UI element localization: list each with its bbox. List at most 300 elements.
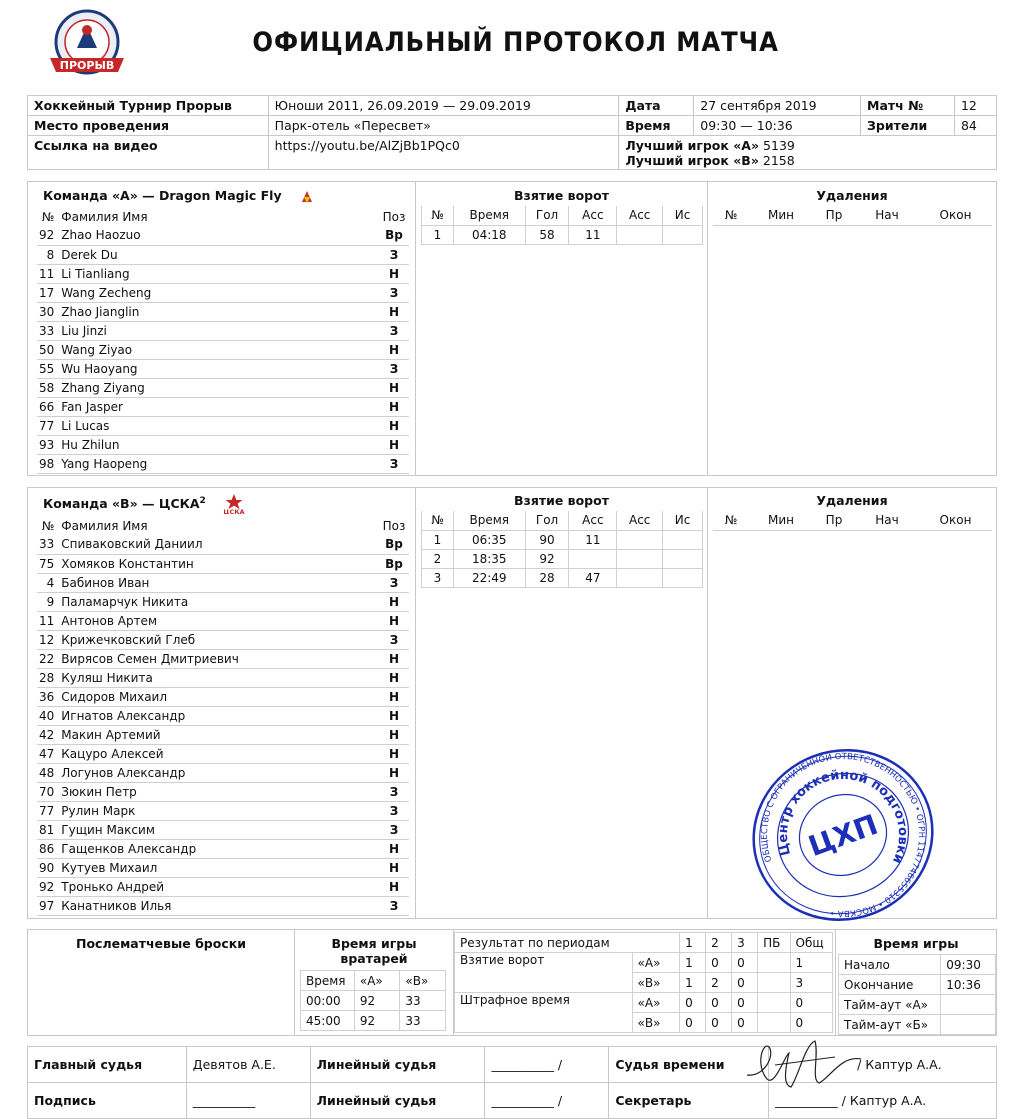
column-header: Мин [749, 511, 813, 530]
goalie-time-table [300, 970, 446, 1031]
player-name: Кутуев Михаил [59, 858, 379, 877]
row-label: Штрафное время [455, 993, 633, 1033]
column-header: № [422, 511, 454, 530]
column-header: Пр [813, 511, 855, 530]
team-b-penalties-title: Удаления [816, 493, 888, 508]
team-label: «А» [632, 993, 680, 1013]
column-header: Время [453, 511, 525, 530]
goal-cell [617, 549, 663, 568]
timekeeper-label: Судья времени [609, 1047, 769, 1083]
date-label: Дата [619, 96, 694, 116]
player-position: Н [379, 592, 409, 611]
team-b-penalties-table [713, 511, 992, 531]
logo-text: ПРОРЫВ [59, 59, 115, 72]
venue-value: Парк-отель «Пересвет» [268, 116, 619, 136]
period-value [758, 973, 790, 993]
team-label: «А» [632, 953, 680, 973]
secretary-label: Секретарь [609, 1083, 769, 1119]
period-value: 0 [732, 973, 758, 993]
team-a-goals-title: Взятие ворот [514, 188, 609, 203]
col-name-header: Фамилия Имя [61, 209, 148, 224]
goalie-cell: 33 [400, 991, 446, 1011]
table-row [37, 245, 409, 264]
period-value: 0 [732, 1013, 758, 1033]
table-row [37, 858, 409, 877]
goal-cell [663, 568, 703, 587]
period-results-table [454, 932, 833, 1033]
column-header: 1 [680, 933, 706, 953]
player-position: Н [379, 340, 409, 359]
player-name: Спиваковский Даниил [59, 535, 379, 554]
goal-cell [663, 225, 703, 244]
period-value: 0 [732, 953, 758, 973]
player-position: З [379, 359, 409, 378]
column-header: «А» [354, 971, 400, 991]
player-name: Кацуро Алексей [59, 744, 379, 763]
team-a-roster [37, 207, 409, 474]
player-name: Li Lucas [59, 416, 379, 435]
period-value [758, 1013, 790, 1033]
player-number: 92 [37, 877, 59, 896]
goal-row [422, 530, 703, 549]
player-name: Liu Jinzi [59, 321, 379, 340]
sign-label: Подпись [28, 1083, 187, 1119]
table-row [37, 573, 409, 592]
goal-cell: 58 [525, 225, 569, 244]
table-row [37, 554, 409, 573]
goal-cell [617, 530, 663, 549]
line-ref-label-1: Линейный судья [310, 1047, 485, 1083]
player-name: Паламарчук Никита [59, 592, 379, 611]
player-position: Н [379, 858, 409, 877]
table-row [301, 991, 446, 1011]
player-name: Бабинов Иван [59, 573, 379, 592]
table-row [37, 782, 409, 801]
team-label: «В» [632, 1013, 680, 1033]
period-header-row [455, 933, 833, 953]
goal-cell: 22:49 [453, 568, 525, 587]
player-number: 92 [37, 226, 59, 245]
player-position: Н [379, 397, 409, 416]
venue-label: Место проведения [28, 116, 269, 136]
player-number: 48 [37, 763, 59, 782]
player-position: Н [379, 839, 409, 858]
goal-cell [663, 530, 703, 549]
goal-cell: 1 [422, 530, 454, 549]
table-row [37, 630, 409, 649]
player-name: Гущин Максим [59, 820, 379, 839]
team-b-goals-table [421, 511, 703, 588]
tournament-desc: Юноши 2011, 26.09.2019 — 29.09.2019 [268, 96, 619, 116]
timeout-a-label: Тайм-аут «А» [839, 995, 941, 1015]
player-name: Derek Du [59, 245, 379, 264]
player-name: Wu Haoyang [59, 359, 379, 378]
period-value: 1 [790, 953, 832, 973]
player-name: Li Tianliang [59, 264, 379, 283]
player-name: Сидоров Михаил [59, 687, 379, 706]
team-b-goals-title: Взятие ворот [514, 493, 609, 508]
player-name: Антонов Артем [59, 611, 379, 630]
column-header: № [713, 511, 749, 530]
main-ref-label: Главный судья [28, 1047, 187, 1083]
player-number: 97 [37, 896, 59, 915]
player-position: Н [379, 611, 409, 630]
column-header: «В» [400, 971, 446, 991]
column-header: Окон [919, 511, 992, 530]
player-position: Н [379, 763, 409, 782]
table-row [37, 687, 409, 706]
period-value: 0 [790, 993, 832, 1013]
spectators-label: Зрители [861, 116, 955, 136]
goal-cell [617, 568, 663, 587]
player-name: Тронько Андрей [59, 877, 379, 896]
official-stamp [748, 748, 938, 923]
goalie-cell: 00:00 [301, 991, 355, 1011]
line-ref-label-2: Линейный судья [310, 1083, 485, 1119]
line-ref-value-1: __________ / [485, 1047, 609, 1083]
goal-cell: 18:35 [453, 549, 525, 568]
table-row [37, 321, 409, 340]
player-number: 22 [37, 649, 59, 668]
player-number: 55 [37, 359, 59, 378]
table-row [455, 953, 833, 973]
team-a-penalties-table [713, 206, 992, 226]
table-row [37, 226, 409, 245]
col-pos-header: Поз [382, 209, 406, 224]
player-name: Хомяков Константин [59, 554, 379, 573]
period-value [758, 993, 790, 1013]
player-position: Н [379, 649, 409, 668]
start-value: 09:30 [941, 955, 996, 975]
goal-cell: 3 [422, 568, 454, 587]
spectators-value: 84 [954, 116, 996, 136]
player-name: Zhao Jianglin [59, 302, 379, 321]
player-name: Вирясов Семен Дмитриевич [59, 649, 379, 668]
goal-row [422, 225, 703, 244]
goalie-cell: 45:00 [301, 1011, 355, 1031]
player-position: Н [379, 302, 409, 321]
goal-cell: 92 [525, 549, 569, 568]
goalie-cell: 33 [400, 1011, 446, 1031]
period-value: 0 [790, 1013, 832, 1033]
player-position: Н [379, 725, 409, 744]
table-row [37, 264, 409, 283]
period-value: 2 [706, 973, 732, 993]
player-number: 33 [37, 535, 59, 554]
svg-text:ЦСКА: ЦСКА [223, 508, 245, 514]
dragon-logo-icon [300, 188, 314, 204]
table-row [37, 668, 409, 687]
end-label: Окончание [839, 975, 941, 995]
table-row [37, 416, 409, 435]
col-name-header: Фамилия Имя [61, 518, 148, 533]
table-row [37, 706, 409, 725]
player-name: Куляш Никита [59, 668, 379, 687]
player-number: 93 [37, 435, 59, 454]
player-position: З [379, 896, 409, 915]
table-row [301, 1011, 446, 1031]
period-value: 0 [732, 993, 758, 1013]
player-position: Н [379, 416, 409, 435]
column-header: ПБ [758, 933, 790, 953]
player-position: Н [379, 264, 409, 283]
team-a-penalties-title: Удаления [816, 188, 888, 203]
goal-row [422, 568, 703, 587]
column-header: Время [301, 971, 355, 991]
goalie-cell: 92 [354, 991, 400, 1011]
goal-cell: 2 [422, 549, 454, 568]
tournament-name: Хоккейный Турнир Прорыв [28, 96, 269, 116]
period-value: 3 [790, 973, 832, 993]
timeout-b-label: Тайм-аут «Б» [839, 1015, 941, 1035]
player-number: 40 [37, 706, 59, 725]
column-header: Общ [790, 933, 832, 953]
player-position: Н [379, 706, 409, 725]
table-row [37, 725, 409, 744]
period-value: 1 [680, 973, 706, 993]
player-number: 28 [37, 668, 59, 687]
goal-cell: 04:18 [453, 225, 525, 244]
player-position: Н [379, 877, 409, 896]
player-number: 50 [37, 340, 59, 359]
table-row [37, 592, 409, 611]
player-name: Рулин Марк [59, 801, 379, 820]
column-header: Асс [617, 206, 663, 225]
goalie-header-row [301, 971, 446, 991]
goalie-cell: 92 [354, 1011, 400, 1031]
col-pos-header: Поз [382, 518, 406, 533]
team-a-goals-table [421, 206, 703, 245]
player-position: Вр [379, 535, 409, 554]
player-position: Н [379, 744, 409, 763]
column-header: Асс [569, 206, 617, 225]
game-time-table [838, 954, 996, 1035]
periods-title: Результат по периодам [455, 933, 680, 953]
player-number: 58 [37, 378, 59, 397]
player-number: 66 [37, 397, 59, 416]
player-position: Н [379, 668, 409, 687]
best-b-label: Лучший игрок «В» [625, 153, 759, 168]
time-label: Время [619, 116, 694, 136]
table-row [37, 359, 409, 378]
player-position: Н [379, 378, 409, 397]
match-info-table [27, 95, 997, 170]
player-name: Zhang Ziyang [59, 378, 379, 397]
page-title: ОФИЦИАЛЬНЫЙ ПРОТОКОЛ МАТЧА [252, 27, 779, 58]
player-number: 98 [37, 454, 59, 473]
stamp-center-text: ЦХП [804, 807, 883, 864]
player-number: 86 [37, 839, 59, 858]
shootout-title: Послематчевые броски [75, 936, 246, 951]
row-label: Взятие ворот [455, 953, 633, 993]
match-label: Матч № [861, 96, 955, 116]
timekeeper-value: / Каптур А.А. [769, 1047, 997, 1083]
goalie-time-title: Время игры вратарей [331, 936, 417, 966]
player-position: Н [379, 435, 409, 454]
player-number: 11 [37, 264, 59, 283]
col-no-header: № [41, 209, 55, 224]
player-number: 33 [37, 321, 59, 340]
best-b-value: 2158 [762, 153, 795, 168]
table-row [37, 896, 409, 915]
player-number: 47 [37, 744, 59, 763]
table-row [37, 302, 409, 321]
table-row [37, 611, 409, 630]
team-label: «В» [632, 973, 680, 993]
player-position: З [379, 321, 409, 340]
player-number: 17 [37, 283, 59, 302]
player-name: Зюкин Петр [59, 782, 379, 801]
period-value: 1 [680, 953, 706, 973]
player-name: Zhao Haozuo [59, 226, 379, 245]
period-value: 0 [706, 1013, 732, 1033]
column-header: Окон [919, 206, 992, 225]
best-a-label: Лучший игрок «А» [625, 138, 760, 153]
player-number: 9 [37, 592, 59, 611]
player-position: З [379, 782, 409, 801]
column-header: Нач [855, 511, 919, 530]
table-row [37, 435, 409, 454]
player-position: З [379, 801, 409, 820]
date-value: 27 сентября 2019 [694, 96, 861, 116]
player-name: Hu Zhilun [59, 435, 379, 454]
column-header: Асс [617, 511, 663, 530]
signature-scribble [745, 1035, 865, 1095]
team-b-title: Команда «В» — ЦСКА$^2$ ЦСКА [43, 494, 248, 514]
match-number: 12 [954, 96, 996, 116]
table-row [37, 283, 409, 302]
column-header: Асс [569, 511, 617, 530]
table-row [37, 649, 409, 668]
table-row [37, 397, 409, 416]
best-players [619, 136, 997, 170]
table-row [37, 454, 409, 473]
goal-cell: 90 [525, 530, 569, 549]
player-number: 75 [37, 554, 59, 573]
player-number: 77 [37, 416, 59, 435]
end-value: 10:36 [941, 975, 996, 995]
goal-cell: 47 [569, 568, 617, 587]
player-number: 8 [37, 245, 59, 264]
player-position: З [379, 630, 409, 649]
player-name: Канатников Илья [59, 896, 379, 915]
period-value: 0 [680, 1013, 706, 1033]
player-number: 81 [37, 820, 59, 839]
player-number: 90 [37, 858, 59, 877]
goal-cell: 11 [569, 225, 617, 244]
player-number: 11 [37, 611, 59, 630]
player-name: Игнатов Александр [59, 706, 379, 725]
column-header: Пр [813, 206, 855, 225]
sign-value: __________ [186, 1083, 310, 1119]
column-header: 3 [732, 933, 758, 953]
player-number: 70 [37, 782, 59, 801]
player-position: Вр [379, 226, 409, 245]
player-number: 36 [37, 687, 59, 706]
team-a-section [27, 181, 997, 476]
player-position: Вр [379, 554, 409, 573]
column-header: Мин [749, 206, 813, 225]
line-ref-value-2: __________ / [485, 1083, 609, 1119]
table-row [37, 535, 409, 554]
table-row [37, 820, 409, 839]
player-position: З [379, 454, 409, 473]
player-name: Yang Haopeng [59, 454, 379, 473]
column-header: 2 [706, 933, 732, 953]
table-row [37, 340, 409, 359]
table-row [37, 744, 409, 763]
col-no-header: № [41, 518, 55, 533]
table-row [37, 763, 409, 782]
player-name: Fan Jasper [59, 397, 379, 416]
player-position: З [379, 573, 409, 592]
team-a-title: Команда «А» — Dragon Magic Fly [43, 188, 314, 204]
svg-text:ОБЩЕСТВО С ОГРАНИЧЕННОЙ ОТВЕТС: ОБЩЕСТВО С ОГРАНИЧЕННОЙ ОТВЕТСТВЕННОСТЬЮ • ОГРН 1147746655310 • МОСКВА • [759, 751, 927, 919]
best-a-value: 5139 [763, 138, 795, 153]
goal-cell: 11 [569, 530, 617, 549]
start-label: Начало [839, 955, 941, 975]
player-number: 77 [37, 801, 59, 820]
player-number: 42 [37, 725, 59, 744]
player-name: Макин Артемий [59, 725, 379, 744]
game-time-title: Время игры [873, 936, 959, 951]
column-header: Ис [663, 511, 703, 530]
column-header: Время [453, 206, 525, 225]
goal-cell: 1 [422, 225, 454, 244]
goal-cell: 28 [525, 568, 569, 587]
column-header: № [422, 206, 454, 225]
period-value: 0 [680, 993, 706, 1013]
period-value: 0 [706, 993, 732, 1013]
player-name: Крижечковский Глеб [59, 630, 379, 649]
video-link[interactable]: https://youtu.be/AlZjBb1PQc0 [268, 136, 619, 170]
player-number: 30 [37, 302, 59, 321]
player-name: Wang Zecheng [59, 283, 379, 302]
secretary-value: __________ / Каптур А.А. [769, 1083, 997, 1119]
goal-cell [569, 549, 617, 568]
period-value: 0 [706, 953, 732, 973]
summary-section [27, 929, 997, 1036]
player-name: Гащенков Александр [59, 839, 379, 858]
time-value: 09:30 — 10:36 [694, 116, 861, 136]
team-b-roster [37, 516, 409, 916]
table-row [455, 993, 833, 1013]
column-header: Гол [525, 206, 569, 225]
player-position: З [379, 245, 409, 264]
period-value [758, 953, 790, 973]
column-header: Гол [525, 511, 569, 530]
table-row [37, 877, 409, 896]
player-number: 4 [37, 573, 59, 592]
cska-logo-icon [220, 494, 248, 514]
table-row [37, 378, 409, 397]
player-position: З [379, 820, 409, 839]
svg-text:Центр хоккейной подготовки: Центр хоккейной подготовки [775, 767, 911, 866]
player-name: Логунов Александр [59, 763, 379, 782]
column-header: № [713, 206, 749, 225]
goal-row [422, 549, 703, 568]
column-header: Нач [855, 206, 919, 225]
table-row [37, 839, 409, 858]
player-number: 12 [37, 630, 59, 649]
column-header: Ис [663, 206, 703, 225]
video-label: Ссылка на видео [28, 136, 269, 170]
table-row [37, 801, 409, 820]
player-position: З [379, 283, 409, 302]
main-ref-value: Девятов А.Е. [186, 1047, 310, 1083]
goal-cell: 06:35 [453, 530, 525, 549]
goal-cell [617, 225, 663, 244]
